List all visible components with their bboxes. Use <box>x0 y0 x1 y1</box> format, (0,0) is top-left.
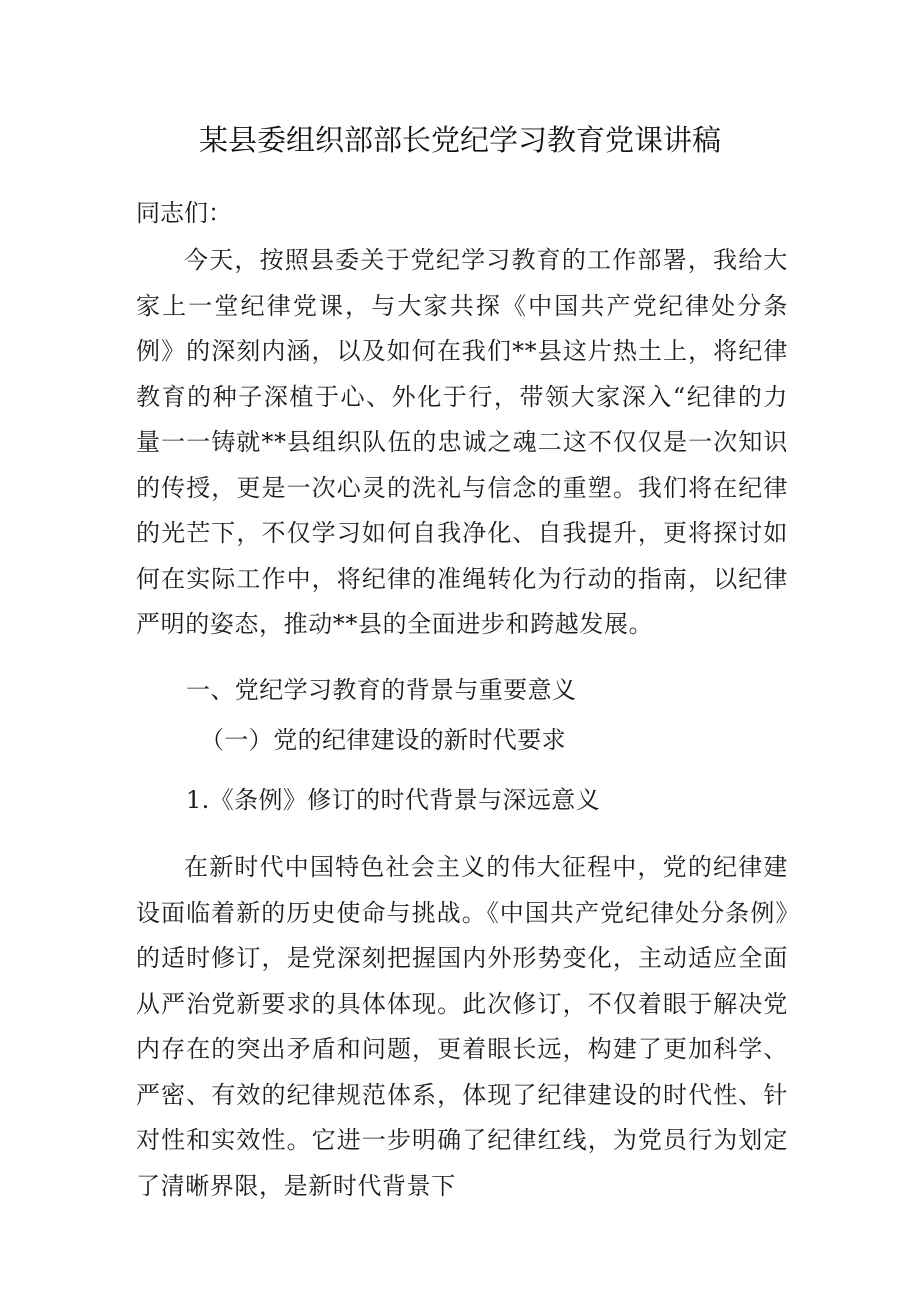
document-title: 某县委组织部部长党纪学习教育党课讲稿 <box>198 123 721 157</box>
salutation: 同志们： <box>136 199 232 227</box>
item-heading-1: 1.《条例》修订的时代背景与深远意义 <box>186 786 601 814</box>
section-heading-1: 一、党纪学习教育的背景与重要意义 <box>186 676 577 704</box>
paragraph-body: 在新时代中国特色社会主义的伟大征程中，党的纪律建设面临着新的历史使命与挑战。《中国共产党纪律处分条例》的适时修订，是党深刻把握国内外形势变化，主动适应全面从严治党新要求的具体体现。此次修订，不仅着眼于解决党内存在的突出矛盾和问题，更着眼长远，构建了更加科学、严密、有效的纪律规范体系，体现了纪律建设的时代性、针对性和实效性。它进一步明确了纪律红线，为党员行为划定了清晰界限，是新时代背景下 <box>136 853 788 1200</box>
paragraph-intro: 今天，按照县委关于党纪学习教育的工作部署，我给大家上一堂纪律党课，与大家共探《中国共产党纪律处分条例》的深刻内涵，以及如何在我们**县这片热土上，将纪律教育的种子深植于心、外化于行，带领大家深入“纪律的力量一一铸就**县组织队伍的忠诚之魂二这不仅仅是一次知识的传授，更是一次心灵的洗礼与信念的重塑。我们将在纪律的光芒下，不仅学习如何自我净化、自我提升，更将探讨如何在实际工作中，将纪律的准绳转化为行动的指南，以纪律严明的姿态，推动**县的全面进步和跨越发展。 <box>136 246 788 638</box>
subsection-heading-1: （一）党的纪律建设的新时代要求 <box>200 726 566 754</box>
